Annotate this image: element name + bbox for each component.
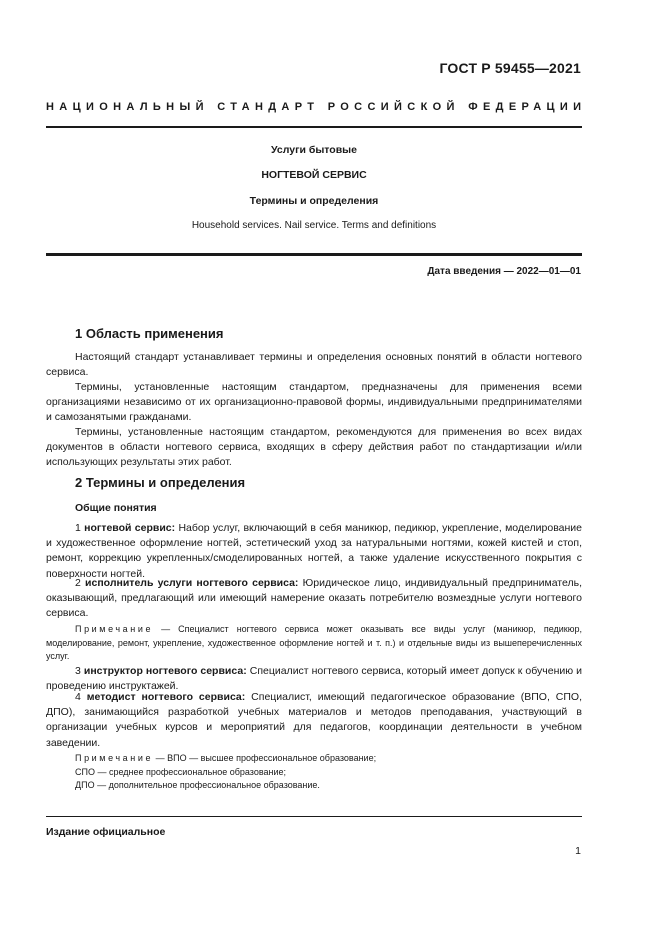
title-subtitle: Термины и определения [249,195,379,207]
note-2-label: Примечание [75,753,154,763]
term-1-name: ногтевой сервис: [84,522,176,534]
term-2-name: исполнитель услуги ногтевого сервиса: [85,577,299,589]
term-3-definition: Специалист ногтевого сервиса, который имеет допуск к обучению и проведению инструктажей. [46,665,583,693]
note-1-label: Примечание [75,624,154,634]
term-2-number: 2 [75,577,81,589]
intro-date: Дата введения — 2022—01—01 [427,266,581,277]
document-code: ГОСТ Р 59455—2021 [439,60,581,76]
section-1-heading: 1 Область применения [75,326,224,341]
note-2 [75,752,376,793]
note-2-line-3: ДПО — дополнительное профессиональное образование. [75,780,320,790]
term-1-definition: Набор услуг, включающий в себя маникюр, педикюр, укрепление, моделирование и художественное оформление ногтей, эстетический уход за натуральными ногтями, кожей кистей и стоп, ремонт, коррекцию укрепленных/смоделированных ногтей, а также удаление искусственного покрытия с поверхности ногтей. [46,522,582,580]
term-3-name: инструктор ногтевого сервиса: [83,665,247,677]
term-2-definition: Юридическое лицо, индивидуальный предприниматель, оказывающий, предлагающий или имеющий намерение оказать потребителю возмездные услуги ногтевого сервиса. [46,577,582,620]
note-2-line-2: СПО — среднее профессиональное образование; [75,766,287,777]
footer-divider [46,816,582,817]
term-1-number: 1 [75,522,81,534]
term-4-name: методист ногтевого сервиса: [86,691,246,703]
title-main: НОГТЕВОЙ СЕРВИС [261,169,367,181]
national-standard-banner: НАЦИОНАЛЬНЫЙ СТАНДАРТ РОССИЙСКОЙ ФЕДЕРАЦИИ [46,101,587,113]
section-1-paragraph-3: Термины, установленные настоящим стандартом, рекомендуются для применения во всех видах документов в области ногтевого сервиса, входящих в сферу действия работ по стандартизации и/или использующих результаты этих работ. [46,426,582,469]
section-2-subheading: Общие понятия [75,502,157,514]
title-category: Услуги бытовые [271,144,357,156]
term-4-number: 4 [75,691,81,703]
section-1-paragraph-2: Термины, установленные настоящим стандартом, предназначены для применения всеми организациями независимо от их организационно-правовой формы, индивидуальными предпринимателями и самозанятыми гражданами. [46,381,582,424]
top-divider [46,126,582,128]
note-2-line-1: Примечание — ВПО — высшее профессиональное образование; [75,753,377,763]
term-4-definition: Специалист, имеющий педагогическое образование (ВПО, СПО, ДПО), занимающийся разработкой учебных материалов и методов преподавания, участвующий в организации учебных курсов и мероприятий для педагогов, координации деятельности в учебном заведении. [46,691,582,749]
term-1 [46,521,582,582]
title-english: Household services. Nail service. Terms and definitions [191,220,437,231]
term-3-number: 3 [75,665,81,677]
section-2-heading: 2 Термины и определения [75,475,246,490]
official-edition-label: Издание официальное [46,826,166,838]
section-1-paragraph-1: Настоящий стандарт устанавливает термины и определения основных понятий в области ногтевого сервиса. [46,351,582,379]
term-2 [46,576,582,622]
page-number: 1 [575,845,581,857]
term-4 [46,690,582,751]
note-1-text: — Специалист ногтевого сервиса может оказывать все виды услуг (маникюр, педикюр, моделирование, ремонт, укрепление, художественное оформление ногтей и т. п.) и отдельные виды из вышеперечисленных услуг. [46,624,582,661]
note-1 [46,623,582,664]
title-divider [46,253,582,256]
